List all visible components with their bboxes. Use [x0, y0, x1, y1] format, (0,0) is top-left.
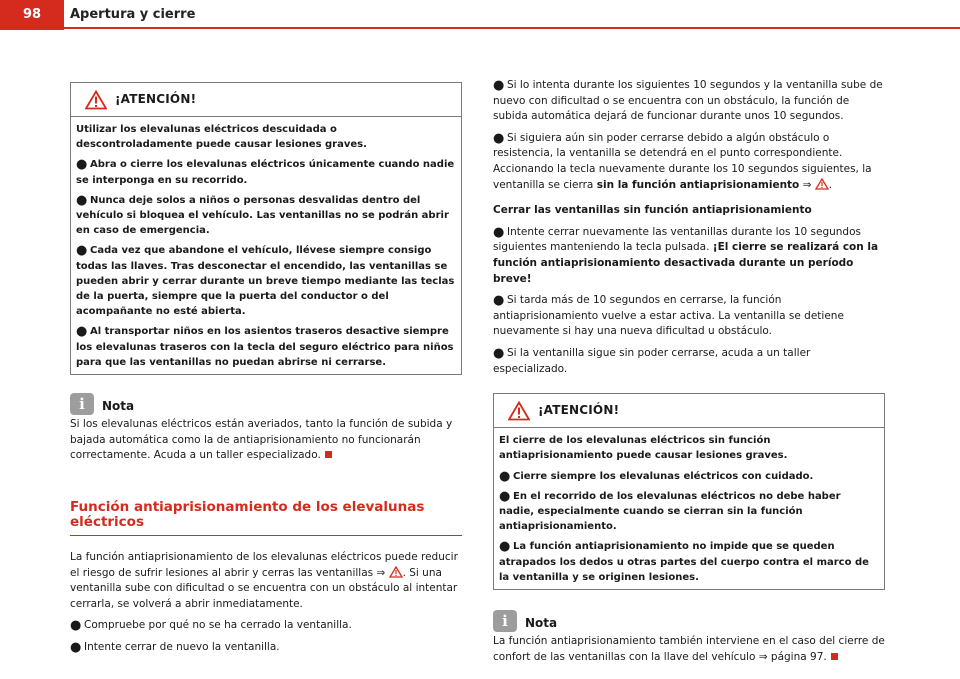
page-title: Apertura y cierre	[70, 7, 196, 22]
warning-item: ● Cierre siempre los elevalunas eléctricos con cuidado.	[499, 468, 814, 484]
left-column	[70, 82, 462, 662]
note-header	[493, 610, 885, 632]
warning-triangle-icon	[85, 90, 107, 110]
warning-header	[71, 83, 461, 117]
note-text: Si los elevalunas eléctricos están averiados, tanto la función de subida y bajada automática como la de antiaprisionamiento no funcionarán correctamente. Acuda a un taller especializado.	[70, 418, 453, 462]
list-item: ● Intente cerrar de nuevo la ventanilla.	[70, 639, 280, 655]
note-header	[70, 393, 462, 415]
warning-header	[494, 394, 884, 428]
warning-reference-icon	[389, 566, 403, 578]
warning-box	[70, 82, 462, 375]
warning-intro: El cierre de los elevalunas eléctricos sin función antiaprisionamiento puede causar lesiones graves.	[499, 435, 788, 462]
section-paragraph: La función antiaprisionamiento de los elevalunas eléctricos puede reducir el riesgo de sufrir lesiones al abrir y cerras las ventanillas ⇒ . Si una ventanilla sube con dificultad o se encuentra con un obstáculo al intentar cerrarla, se volverá a abrir inmediatamente.	[70, 551, 458, 610]
warning-item: ● La función antiaprisionamiento no impide que se queden atrapados los dedos u otras partes del cuerpo contra el marco de la ventanilla y se originen lesiones.	[499, 539, 869, 583]
note-title: Nota	[525, 616, 558, 631]
warning-title: ¡ATENCIÓN!	[538, 402, 620, 417]
warning-intro: Utilizar los elevalunas eléctricos descuidada o descontroladamente puede causar lesiones graves.	[76, 124, 367, 151]
info-note-icon: i	[70, 393, 94, 415]
note-title: Nota	[102, 399, 135, 414]
warning-triangle-icon	[508, 401, 530, 421]
subheading: Cerrar las ventanillas sin función antiaprisionamiento	[493, 204, 812, 217]
warning-item: ● Al transportar niños en los asientos traseros desactive siempre los elevalunas traseros con la tecla del seguro eléctrico para niños para que las ventanillas no puedan abrirse ni cerrarse.	[76, 324, 454, 368]
page-number: 98	[0, 0, 64, 30]
warning-box	[493, 393, 885, 590]
note-text: La función antiaprisionamiento también interviene en el caso del cierre de confort de las ventanillas con la llave del vehículo ⇒ página 97.	[493, 634, 885, 663]
list-item: ● Si lo intenta durante los siguientes 10 segundos y la ventanilla sube de nuevo con dificultad o se encuentra con un obstáculo, la función de subida automática dejará de funcionar durante unos 10 segundos.	[493, 78, 883, 123]
list-item: ● Intente cerrar nuevamente las ventanillas durante los 10 segundos siguientes manteniendo la tecla pulsada. ¡El cierre se realizará con la función antiaprisionamiento desactivada durante un período breve!	[493, 224, 879, 285]
list-item: ● Si la ventanilla sigue sin poder cerrarse, acuda a un taller especializado.	[493, 345, 811, 375]
end-of-section-mark	[831, 653, 838, 660]
section-title: Función antiaprisionamiento de los elevalunas eléctricos	[70, 500, 462, 536]
list-item: ● Si tarda más de 10 segundos en cerrarse, la función antiaprisionamiento vuelve a estar activa. La ventanilla se detiene nuevamente si hay una nueva dificultad u obstáculo.	[493, 293, 844, 338]
warning-item: ● Abra o cierre los elevalunas eléctricos únicamente cuando nadie se interponga en su recorrido.	[76, 157, 455, 186]
right-column	[493, 78, 885, 671]
info-note-icon: i	[493, 610, 517, 632]
list-item: ● Compruebe por qué no se ha cerrado la ventanilla.	[70, 618, 352, 634]
end-of-section-mark	[325, 451, 332, 458]
warning-item: ● En el recorrido de los elevalunas eléctricos no debe haber nadie, especialmente cuando se cierran sin la función antiaprisionamiento.	[499, 488, 841, 533]
warning-item: ● Nunca deje solos a niños o personas desvalidas dentro del vehículo si bloquea el vehículo. Las ventanillas no se podrán abrir en caso de emergencia.	[76, 192, 449, 237]
warning-item: ● Cada vez que abandone el vehículo, llévese siempre consigo todas las llaves. Tras desconectar el encendido, las ventanillas se pueden abrir y cerrar durante un breve tiempo mediante las teclas de la puerta, siempre que la puerta del conductor o del acompañante no esté abierta.	[76, 243, 455, 318]
warning-body	[71, 117, 461, 374]
warning-body	[494, 428, 884, 589]
warning-title: ¡ATENCIÓN!	[115, 91, 197, 106]
warning-reference-icon	[815, 178, 829, 190]
header-rule	[64, 27, 960, 29]
list-item: ● Si siguiera aún sin poder cerrarse debido a algún obstáculo o resistencia, la ventanilla se detendrá en el punto correspondiente. Accionando la tecla nuevamente durante los 10 segundos siguientes, la ventanilla se cierra sin la función antiaprisionamiento ⇒ .	[493, 130, 872, 191]
